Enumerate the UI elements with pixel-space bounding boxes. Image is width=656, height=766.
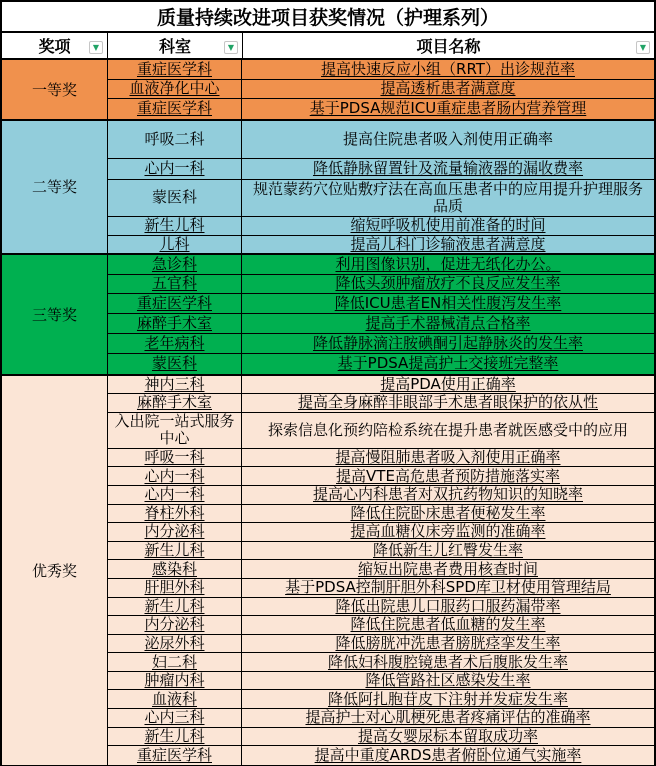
department-text: 重症医学科 — [136, 59, 212, 78]
department-text: 蒙医科 — [151, 354, 197, 373]
department-text: 血液科 — [151, 689, 197, 708]
project-cell[interactable] — [242, 294, 654, 313]
department-cell[interactable] — [108, 505, 242, 523]
column-header-project[interactable] — [243, 33, 654, 58]
department-cell[interactable] — [108, 542, 242, 560]
department-cell[interactable] — [108, 728, 242, 746]
table-row — [108, 354, 654, 374]
project-text: 提高护士对心肌梗死患者疼痛评估的准确率 — [305, 708, 591, 727]
department-cell[interactable] — [108, 690, 242, 708]
project-text: 提高慢阻肺患者吸入剂使用正确率 — [335, 448, 561, 467]
table-row — [108, 635, 654, 654]
department-text: 五官科 — [151, 274, 197, 293]
project-text: 基于PDSA控制肝胆外科SPD库卫材使用管理结局 — [285, 578, 611, 597]
table-row — [108, 180, 654, 217]
table-row — [108, 449, 654, 468]
project-text: 规范蒙药穴位贴敷疗法在高血压患者中的应用提升护理服务品质 — [252, 179, 643, 215]
project-text: 提高血糖仪床旁监测的准确率 — [350, 522, 546, 541]
project-cell[interactable] — [242, 709, 654, 727]
table-row — [108, 394, 654, 413]
project-cell[interactable] — [242, 598, 654, 616]
department-cell[interactable] — [108, 376, 242, 394]
section-rows — [108, 121, 654, 253]
department-text: 肝胆外科 — [144, 578, 205, 597]
project-text: 降低ICU患者EN相关性腹泻发生率 — [334, 294, 562, 313]
department-text: 心内三科 — [144, 708, 205, 727]
department-text: 心内一科 — [144, 485, 205, 504]
department-text: 泌尿外科 — [144, 633, 205, 652]
project-text: 降低静脉滴注胺碘酮引起静脉炎的发生率 — [312, 333, 583, 352]
project-text: 提高女婴尿标本留取成功率 — [357, 726, 538, 745]
project-cell[interactable] — [242, 486, 654, 504]
project-cell[interactable] — [242, 672, 654, 690]
department-text: 新生儿科 — [144, 596, 205, 615]
department-cell[interactable] — [108, 99, 242, 119]
project-text: 提高全身麻醉非眼部手术患者眼保护的依从性 — [297, 393, 598, 412]
department-cell[interactable] — [108, 746, 242, 765]
table-row — [108, 467, 654, 486]
department-cell[interactable] — [108, 616, 242, 634]
table-row — [108, 690, 654, 709]
table-row — [108, 334, 654, 354]
department-cell[interactable] — [108, 486, 242, 504]
project-text: 提高儿科门诊输液患者满意度 — [350, 234, 546, 253]
project-text: 提高透析患者满意度 — [380, 79, 516, 98]
project-text: 降低静脉留置针及流量输液器的漏收费率 — [312, 159, 583, 178]
project-text: 提高住院患者吸入剂使用正确率 — [342, 129, 553, 148]
department-cell[interactable] — [108, 159, 242, 179]
department-cell[interactable] — [108, 80, 242, 99]
table-row — [108, 709, 654, 728]
project-text: 缩短出院患者费用核查时间 — [357, 559, 538, 578]
department-cell[interactable] — [108, 579, 242, 597]
department-cell[interactable] — [108, 334, 242, 353]
project-cell[interactable] — [242, 560, 654, 578]
award-label: 三等奖 — [31, 305, 77, 324]
column-header-award-label: 奖项 — [38, 37, 71, 56]
project-cell[interactable] — [242, 542, 654, 560]
project-text: 降低住院患者低血糖的发生率 — [350, 615, 546, 634]
project-text: 降低膀胱冲洗患者膀胱痉挛发生率 — [335, 633, 561, 652]
department-text: 重症医学科 — [136, 294, 212, 313]
department-cell[interactable] — [108, 294, 242, 313]
department-cell[interactable] — [108, 354, 242, 374]
award-section — [2, 60, 654, 121]
project-cell[interactable] — [242, 236, 654, 253]
table-row — [108, 486, 654, 505]
department-cell[interactable] — [108, 653, 242, 671]
table-row — [108, 728, 654, 747]
table-row — [108, 275, 654, 295]
project-text: 基于PDSA规范ICU重症患者肠内营养管理 — [309, 99, 587, 118]
award-cell[interactable] — [2, 121, 108, 253]
table-row — [108, 99, 654, 119]
department-cell[interactable] — [108, 523, 242, 541]
project-cell[interactable] — [242, 505, 654, 523]
award-section — [2, 255, 654, 376]
department-text: 新生儿科 — [144, 726, 205, 745]
department-cell[interactable] — [108, 560, 242, 578]
department-text: 血液净化中心 — [129, 79, 220, 98]
award-cell[interactable] — [2, 255, 108, 374]
department-text: 重症医学科 — [136, 99, 212, 118]
project-cell[interactable] — [242, 99, 654, 119]
department-cell[interactable] — [108, 413, 242, 448]
department-text: 儿科 — [159, 234, 190, 253]
project-text: 降低头颈肿瘤放疗不良反应发生率 — [335, 274, 561, 293]
project-cell[interactable] — [242, 690, 654, 708]
department-cell[interactable] — [108, 314, 242, 333]
filter-arrow-icon: ▼ — [227, 42, 235, 52]
project-cell[interactable] — [242, 80, 654, 99]
project-text: 缩短呼吸机使用前准备的时间 — [350, 216, 546, 235]
award-label: 优秀奖 — [31, 561, 77, 580]
department-text: 内分泌科 — [144, 522, 205, 541]
column-header-project-label: 项目名称 — [416, 37, 481, 56]
project-cell[interactable] — [242, 314, 654, 333]
department-text: 重症医学科 — [136, 746, 212, 765]
department-cell[interactable] — [108, 236, 242, 253]
project-cell[interactable] — [242, 579, 654, 597]
project-cell[interactable] — [242, 255, 654, 274]
table-row — [108, 672, 654, 691]
department-text: 妇二科 — [151, 652, 197, 671]
award-label: 二等奖 — [31, 178, 77, 197]
section-rows — [108, 376, 654, 765]
project-text: 降低妇科腹腔镜患者术后腹胀发生率 — [327, 652, 568, 671]
table-row — [108, 255, 654, 275]
project-cell[interactable] — [242, 275, 654, 294]
department-cell[interactable] — [108, 60, 242, 79]
column-header-award[interactable] — [2, 33, 108, 58]
filter-arrow-icon: ▼ — [639, 42, 647, 52]
project-cell[interactable] — [242, 394, 654, 412]
table-row — [108, 376, 654, 395]
department-text: 新生儿科 — [144, 216, 205, 235]
project-cell[interactable] — [242, 523, 654, 541]
table-row — [108, 598, 654, 617]
department-text: 入出院一站式服务中心 — [114, 412, 235, 448]
award-section — [2, 376, 654, 765]
department-text: 心内一科 — [144, 159, 205, 178]
department-text: 急诊科 — [151, 254, 197, 273]
department-cell[interactable] — [108, 467, 242, 485]
filter-dropdown-button[interactable] — [224, 41, 238, 54]
department-text: 老年病科 — [144, 333, 205, 352]
department-cell[interactable] — [108, 672, 242, 690]
table-title: 质量持续改进项目获奖情况（护理系列） — [2, 2, 654, 33]
award-label: 一等奖 — [31, 80, 77, 99]
table-row — [108, 60, 654, 80]
table-row — [108, 236, 654, 253]
department-text: 心内一科 — [144, 466, 205, 485]
table-row — [108, 121, 654, 159]
department-cell[interactable] — [108, 275, 242, 294]
project-cell[interactable] — [242, 746, 654, 765]
department-text: 肿瘤内科 — [144, 671, 205, 690]
project-cell[interactable] — [242, 616, 654, 634]
project-cell[interactable] — [242, 635, 654, 653]
filter-dropdown-button[interactable] — [636, 41, 650, 54]
department-text: 神内三科 — [144, 374, 205, 393]
project-cell[interactable] — [242, 449, 654, 467]
table-row — [108, 413, 654, 449]
project-text: 降低出院患儿口服药口服药漏带率 — [335, 596, 561, 615]
department-cell[interactable] — [108, 121, 242, 158]
department-text: 麻醉手术室 — [136, 314, 212, 333]
table-row — [108, 159, 654, 180]
project-text: 提高VTE高危患者预防措施落实率 — [336, 466, 560, 485]
section-rows — [108, 60, 654, 119]
table-row — [108, 80, 654, 100]
project-text: 降低管路社区感染发生率 — [365, 671, 531, 690]
section-rows — [108, 255, 654, 374]
project-cell[interactable] — [242, 60, 654, 79]
award-cell[interactable] — [2, 376, 108, 765]
department-text: 麻醉手术室 — [136, 393, 212, 412]
project-cell[interactable] — [242, 180, 654, 216]
award-cell[interactable] — [2, 60, 108, 119]
department-text: 呼吸二科 — [144, 129, 205, 148]
project-cell[interactable] — [242, 354, 654, 374]
department-cell[interactable] — [108, 255, 242, 274]
project-text: 利用图像识别，促进无纸化办公。 — [335, 254, 561, 273]
department-text: 脊柱外科 — [144, 503, 205, 522]
project-text: 降低新生儿红臀发生率 — [372, 541, 523, 560]
project-text: 提高中重度ARDS患者俯卧位通气实施率 — [314, 746, 582, 765]
project-text: 提高PDA使用正确率 — [380, 374, 516, 393]
project-cell[interactable] — [242, 121, 654, 158]
department-cell[interactable] — [108, 449, 242, 467]
department-cell[interactable] — [108, 394, 242, 412]
project-cell[interactable] — [242, 467, 654, 485]
project-cell[interactable] — [242, 376, 654, 394]
project-text: 降低阿扎胞苷皮下注射并发症发生率 — [327, 689, 568, 708]
column-header-department[interactable] — [108, 33, 243, 58]
department-text: 内分泌科 — [144, 615, 205, 634]
project-text: 提高心内科患者对双抗药物知识的知晓率 — [312, 485, 583, 504]
table-row — [108, 616, 654, 635]
department-text: 呼吸一科 — [144, 448, 205, 467]
department-cell[interactable] — [108, 180, 242, 216]
table-row — [108, 746, 654, 765]
table-row — [108, 542, 654, 561]
project-cell[interactable] — [242, 728, 654, 746]
project-cell[interactable] — [242, 334, 654, 353]
project-text: 降低住院卧床患者便秘发生率 — [350, 503, 546, 522]
column-header-department-label: 科室 — [158, 37, 191, 56]
table-row — [108, 653, 654, 672]
filter-dropdown-button[interactable] — [89, 41, 103, 54]
project-cell[interactable] — [242, 217, 654, 235]
table-header — [2, 33, 654, 60]
department-cell[interactable] — [108, 709, 242, 727]
department-text: 感染科 — [151, 559, 197, 578]
table-row — [108, 523, 654, 542]
table-row — [108, 314, 654, 334]
department-cell[interactable] — [108, 635, 242, 653]
project-cell[interactable] — [242, 159, 654, 179]
department-text: 新生儿科 — [144, 541, 205, 560]
table-row — [108, 217, 654, 236]
project-text: 探索信息化预约陪检系统在提升患者就医感受中的应用 — [267, 420, 628, 439]
table-row — [108, 579, 654, 598]
table-body — [2, 60, 654, 765]
filter-arrow-icon: ▼ — [92, 42, 100, 52]
department-cell[interactable] — [108, 598, 242, 616]
table-row — [108, 505, 654, 524]
award-section — [2, 121, 654, 255]
table-row — [108, 560, 654, 579]
project-text: 提高手术器械清点合格率 — [365, 314, 531, 333]
table-row — [108, 294, 654, 314]
department-text: 蒙医科 — [151, 188, 197, 207]
department-cell[interactable] — [108, 217, 242, 235]
project-text: 提高快速反应小组（RRT）出诊规范率 — [321, 59, 575, 78]
project-cell[interactable] — [242, 653, 654, 671]
project-cell[interactable] — [242, 413, 654, 448]
project-text: 基于PDSA提高护士交接班完整率 — [337, 354, 559, 373]
